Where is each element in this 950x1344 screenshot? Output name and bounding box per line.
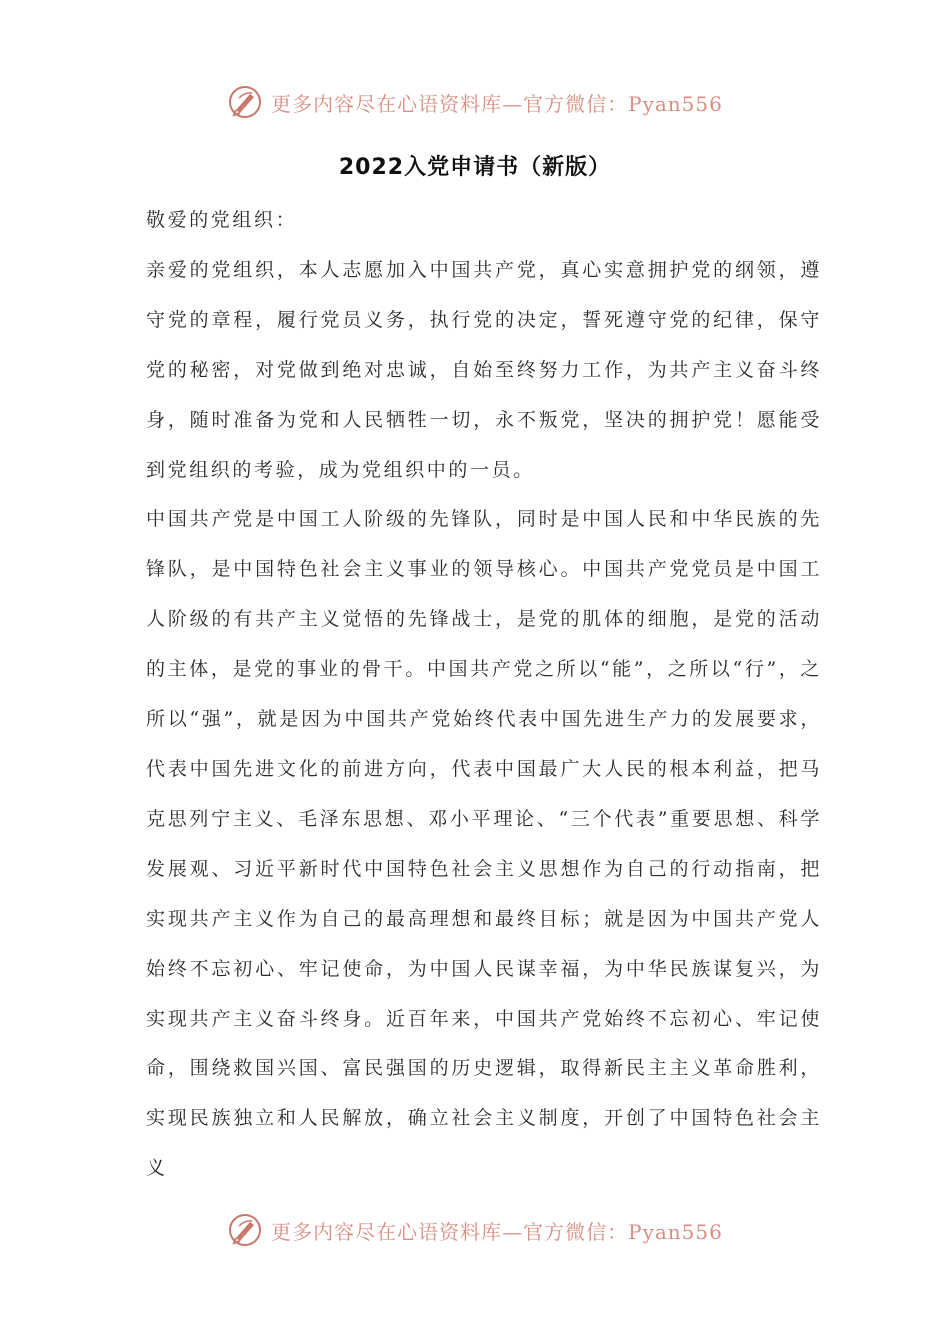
header-watermark	[0, 80, 950, 124]
document-title: 2022入党申请书（新版）	[338, 155, 612, 180]
document-body	[146, 196, 822, 1194]
salutation: 敬爱的党组织：	[146, 209, 298, 231]
paragraph: 中国共产党是中国工人阶级的先锋队，同时是中国人民和中华民族的先锋队，是中国特色社会主义事业的领导核心。中国共产党党员是中国工人阶级的有共产主义觉悟的先锋战士，是党的肌体的细胞，是党的活动的主体，是党的事业的骨干。中国共产党之所以“能”，之所以“行”，之所以“强”，就是因为中国共产党始终代表中国先进生产力的发展要求，代表中国先进文化的前进方向，代表中国最广大人民的根本利益，把马克思列宁主义、毛泽东思想、邓小平理论、“三个代表”重要思想、科学发展观、习近平新时代中国特色社会主义思想作为自己的行动指南，把实现共产主义作为自己的最高理想和最终目标；就是因为中国共产党人始终不忘初心、牢记使命，为中国人民谋幸福，为中华民族谋复兴，为实现共产主义奋斗终身。近百年来，中国共产党始终不忘初心、牢记使命，围绕救国兴国、富民强国的历史逻辑，取得新民主主义革命胜利，实现民族独立和人民解放，确立社会主义制度，开创了中国特色社会主义	[146, 508, 822, 1180]
pen-logo-icon	[227, 84, 263, 120]
watermark-text: 更多内容尽在心语资料库—官方微信：Pyan556	[271, 1219, 723, 1244]
footer-watermark	[0, 1208, 950, 1252]
pen-logo-icon	[227, 1212, 263, 1248]
paragraph: 亲爱的党组织，本人志愿加入中国共产党，真心实意拥护党的纲领，遵守党的章程，履行党员义务，执行党的决定，誓死遵守党的纪律，保守党的秘密，对党做到绝对忠诚，自始至终努力工作，为共产主义奋斗终身，随时准备为党和人民牺牲一切，永不叛党，坚决的拥护党！愿能受到党组织的考验，成为党组织中的一员。	[146, 258, 822, 481]
watermark-text: 更多内容尽在心语资料库—官方微信：Pyan556	[271, 91, 723, 116]
